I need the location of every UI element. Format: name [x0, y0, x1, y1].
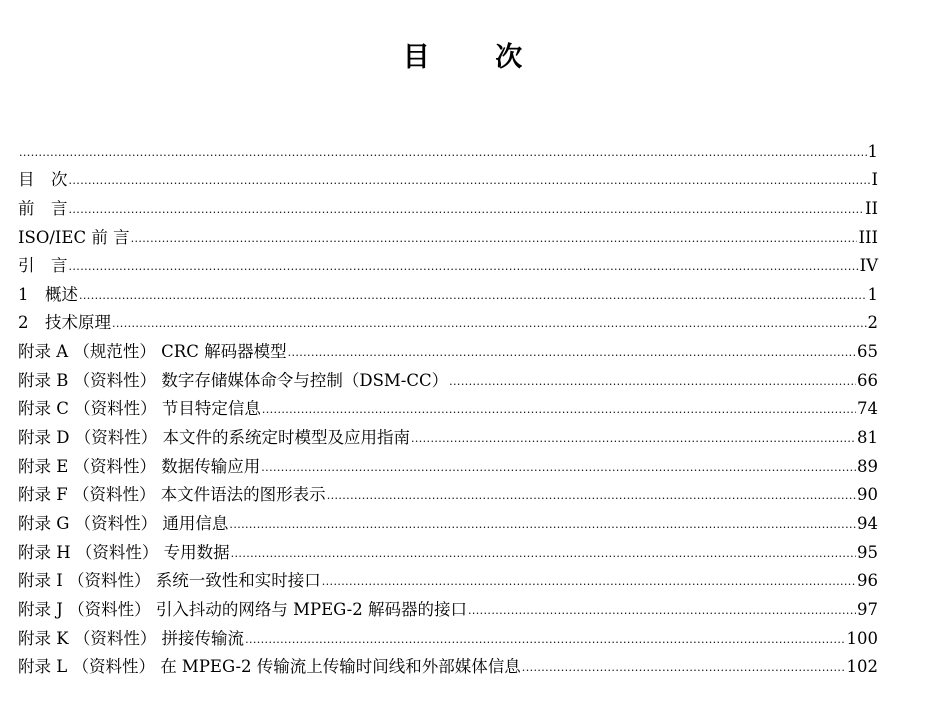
toc-dot-leader [19, 143, 867, 162]
toc-entry[interactable] [18, 448, 878, 477]
page-title: 目 次 [402, 42, 551, 73]
toc-entry-page: 2 [867, 313, 878, 333]
toc-entry-label: 1 概述 [18, 284, 78, 304]
toc-entry[interactable] [18, 505, 878, 534]
toc-entry-label: 附录 A （规范性） CRC 解码器模型 [18, 342, 287, 362]
toc-entry[interactable] [18, 419, 878, 448]
toc-entry-label: 附录 L （资料性） 在 MPEG-2 传输流上传输时间线和外部媒体信息 [18, 657, 521, 677]
toc-entry[interactable] [18, 162, 878, 191]
toc-entry-label: 目 次 [18, 170, 68, 190]
toc-entry-label: 附录 B （资料性） 数字存储媒体命令与控制（DSM-CC） [18, 370, 449, 390]
toc-entry-page: II [864, 198, 878, 218]
toc-dot-leader [468, 601, 856, 620]
toc-entry-page: 89 [857, 456, 878, 476]
toc-entry-page: 1 [867, 141, 878, 161]
toc-dot-leader [131, 229, 858, 248]
toc-dot-leader [245, 630, 845, 649]
toc-entry-page: 100 [846, 628, 878, 648]
toc-dot-leader [79, 286, 867, 305]
toc-dot-leader [449, 372, 856, 391]
toc-entry-label: 附录 G （资料性） 通用信息 [18, 513, 229, 533]
toc-entry-label: 附录 J （资料性） 引入抖动的网络与 MPEG-2 解码器的接口 [18, 599, 467, 619]
toc-entry[interactable] [18, 190, 878, 219]
toc-dot-leader [411, 429, 856, 448]
table-of-contents [18, 133, 878, 677]
toc-dot-leader [229, 515, 856, 534]
toc-entry-label: 引 言 [18, 256, 68, 276]
toc-entry-label: 附录 D （资料性） 本文件的系统定时模型及应用指南 [18, 428, 410, 448]
toc-entry[interactable] [18, 534, 878, 563]
toc-entry-page: III [858, 227, 878, 247]
toc-entry-page: I [871, 170, 878, 190]
toc-entry[interactable] [18, 219, 878, 248]
toc-entry[interactable] [18, 391, 878, 420]
toc-dot-leader [322, 572, 856, 591]
toc-entry-page: 65 [857, 342, 878, 362]
toc-entry-page: 94 [857, 513, 878, 533]
toc-dot-leader [231, 544, 856, 563]
toc-dot-leader [327, 486, 856, 505]
toc-entry-page: 102 [846, 657, 878, 677]
toc-entry-page: 74 [857, 399, 878, 419]
toc-entry-page: 96 [857, 571, 878, 591]
toc-entry[interactable] [18, 276, 878, 305]
toc-entry[interactable] [18, 305, 878, 334]
toc-entry-label: 附录 H （资料性） 专用数据 [18, 542, 230, 562]
toc-entry[interactable] [18, 362, 878, 391]
toc-dot-leader [69, 200, 864, 219]
toc-dot-leader [261, 458, 856, 477]
toc-entry[interactable] [18, 563, 878, 592]
toc-entry-label: 前 言 [18, 198, 68, 218]
toc-entry-page: 66 [857, 370, 878, 390]
toc-entry[interactable] [18, 649, 878, 678]
toc-entry-label: 附录 K （资料性） 拼接传输流 [18, 628, 245, 648]
toc-entry-label: 附录 F （资料性） 本文件语法的图形表示 [18, 485, 326, 505]
toc-entry[interactable] [18, 620, 878, 649]
toc-entry-page: 81 [857, 428, 878, 448]
toc-entry[interactable] [18, 248, 878, 277]
toc-entry-label: 2 技术原理 [18, 313, 111, 333]
toc-entry-page: 97 [857, 599, 878, 619]
toc-entry[interactable] [18, 333, 878, 362]
toc-entry-label: 附录 E （资料性） 数据传输应用 [18, 456, 261, 476]
toc-entry[interactable] [18, 591, 878, 620]
toc-dot-leader [112, 314, 867, 333]
toc-dot-leader [522, 658, 846, 677]
toc-entry-page: 95 [857, 542, 878, 562]
toc-entry[interactable] [18, 133, 878, 162]
toc-entry-page: 90 [857, 485, 878, 505]
toc-dot-leader [69, 171, 871, 190]
toc-entry-label: ISO/IEC 前 言 [18, 227, 130, 247]
toc-dot-leader [69, 257, 859, 276]
toc-entry[interactable] [18, 477, 878, 506]
toc-dot-leader [262, 400, 856, 419]
toc-dot-leader [288, 343, 856, 362]
toc-entry-page: 1 [867, 284, 878, 304]
toc-entry-label: 附录 I （资料性） 系统一致性和实时接口 [18, 571, 321, 591]
toc-entry-page: IV [859, 256, 878, 276]
toc-entry-label: 附录 C （资料性） 节目特定信息 [18, 399, 261, 419]
